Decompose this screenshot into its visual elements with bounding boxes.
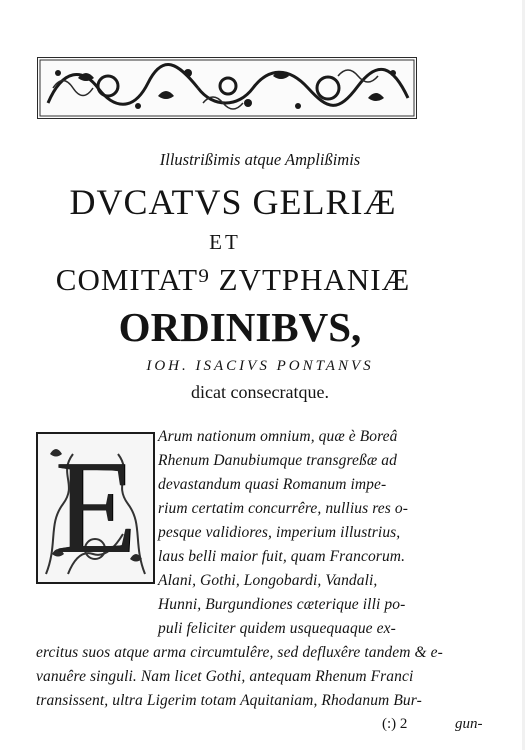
signature-mark: (:) 2 [382, 716, 408, 732]
decorated-initial [36, 432, 155, 584]
text-line: Hunni, Burgundiones cæterique illi po- [158, 596, 406, 613]
author-line: IOH. ISACIVS PONTANVS [146, 358, 374, 374]
text-line: pesque validiores, imperium illustrius, [158, 524, 401, 541]
text-line: puli feliciter quidem usquequaque ex- [158, 620, 396, 637]
text-line: Rhenum Danubiumque transgreßæ ad [158, 452, 397, 469]
text-line: Arum nationum omnium, quæ è Boreâ [158, 428, 398, 445]
title-line-duchy: DVCATVS GELRIÆ [69, 182, 397, 222]
dedication-line: dicat consecratque. [191, 382, 329, 402]
text-line: transissent, ultra Ligerim totam Aquitaniam, Rhodanum Bur- [36, 692, 422, 709]
drop-cap-letter: E [54, 433, 137, 581]
catchword: gun- [455, 716, 483, 732]
title-line-county: COMITAT⁹ ZVTPHANIÆ [55, 262, 411, 297]
text-line: laus belli maior fuit, quam Francorum. [158, 548, 406, 565]
text-line: devastandum quasi Romanum impe- [158, 476, 387, 493]
text-line: ercitus suos atque arma circumtulêre, sed defluxêre tandem & e- [36, 644, 443, 661]
text-line: Alani, Gothi, Longobardi, Vandali, [158, 572, 378, 589]
dedicatee-line: Illustrißimis atque Amplißimis [159, 150, 361, 169]
title-line-ordinibus: ORDINIBVS, [118, 304, 362, 350]
title-line-et: ET [209, 230, 241, 254]
text-line: rium certatim concurrêre, nullius res o- [158, 500, 408, 517]
ornamental-headpiece [37, 57, 417, 119]
text-line: vanuêre singuli. Nam licet Gothi, antequam Rhenum Franci [36, 668, 414, 685]
